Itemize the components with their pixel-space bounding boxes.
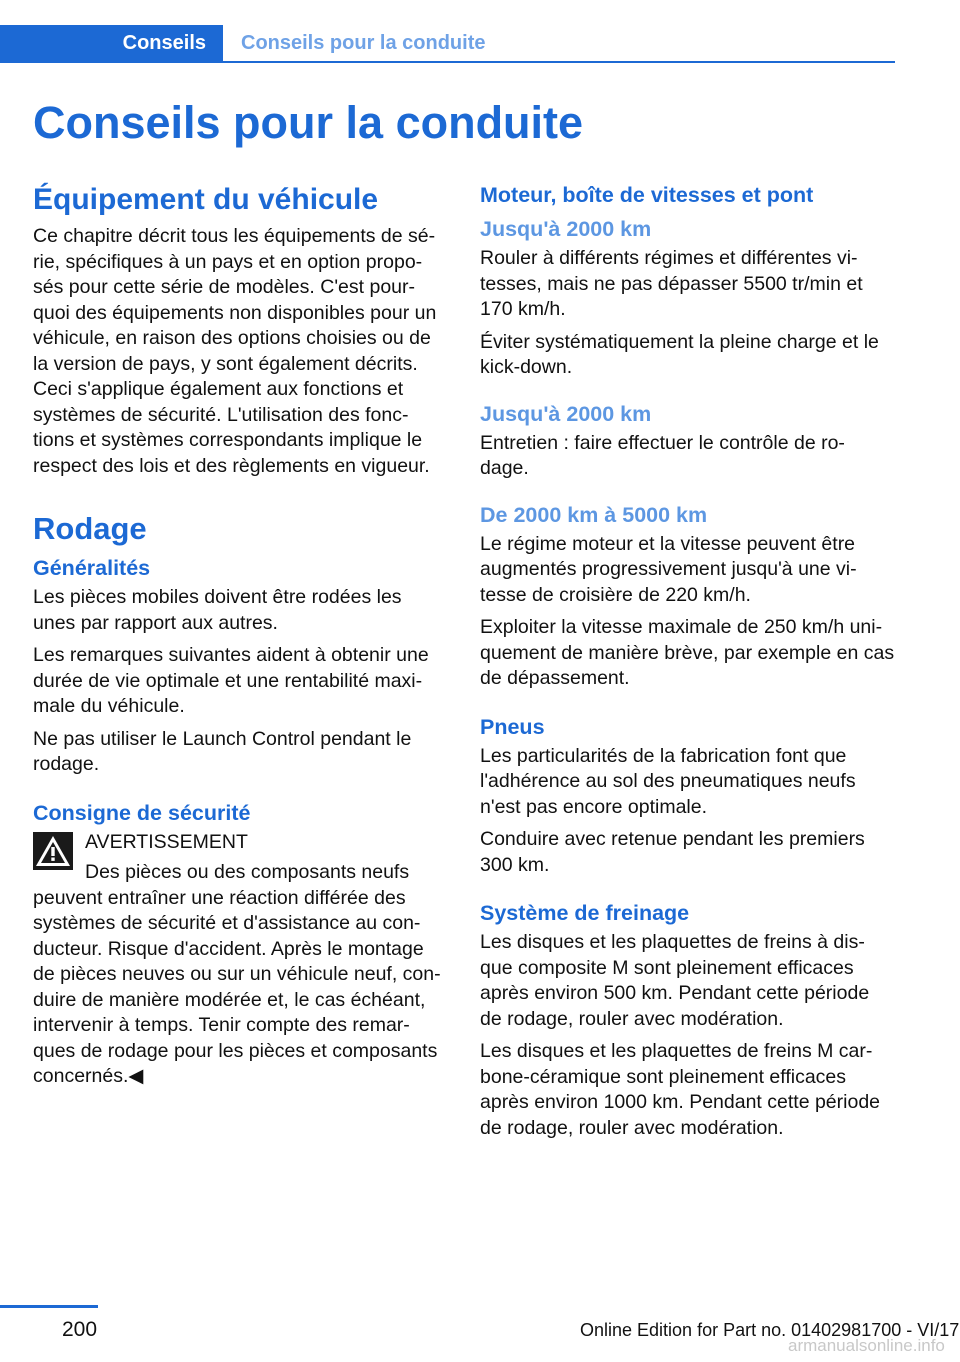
equipment-text: Ce chapitre décrit tous les équipements de sé‐ rie, spécifiques à un pays et en option propo‐ sés pour cette série de modèles. C'est pour‐ quoi des équipements non disponibles pour un véhicule, en raison des options choisies ou de la version de pays, y sont également décrits. Ceci s'applique également aux fonctions et systèmes de sécurité. L'utilisation des fonc‐ tions et systèmes correspondants implique le respect des lois et des règlements en vigueur. xyxy=(33,225,437,477)
rodage-heading: Rodage xyxy=(33,511,147,546)
generalites-heading: Généralités xyxy=(33,556,151,580)
sub1-paragraph-2: Éviter systématiquement la pleine charge et le kick-down. xyxy=(480,330,879,378)
watermark: armanualsonline.info xyxy=(788,1336,945,1355)
header-tabbar xyxy=(0,25,895,63)
equipment-heading: Équipement du véhicule xyxy=(33,183,379,216)
edition-text: Online Edition for Part no. 01402981700 - VI/17 xyxy=(580,1320,960,1340)
right-column xyxy=(480,180,895,1148)
brakes-paragraph-1: Les disques et les plaquettes de freins à dis‐ que composite M sont pleinement efficaces après environ 500 km. Pendant cette période de rodage, rouler avec modération. xyxy=(480,931,870,1030)
brakes-heading: Système de freinage xyxy=(480,901,690,925)
footer-rule xyxy=(0,1305,98,1308)
engine-heading: Moteur, boîte de vitesses et pont xyxy=(480,183,814,207)
sub1-heading: Jusqu'à 2000 km xyxy=(480,217,652,241)
brakes-paragraph-2: Les disques et les plaquettes de freins M car‐ bone-céramique sont pleinement efficaces après environ 1000 km. Pendant cette période de rodage, rouler avec modération. xyxy=(480,1040,881,1139)
left-column xyxy=(33,180,448,1097)
tires-paragraph-1: Les particularités de la fabrication font que l'adhérence au sol des pneumatiques neufs n'est pas encore optimale. xyxy=(480,744,856,818)
page-number: 200 xyxy=(62,1318,98,1341)
page-title: Conseils pour la conduite xyxy=(33,97,584,148)
sub3-paragraph-2: Exploiter la vitesse maximale de 250 km/h uni‐ quement de manière brève, par exemple en cas de dépassement. xyxy=(480,616,895,689)
tires-heading: Pneus xyxy=(480,714,545,739)
sub2-heading: Jusqu'à 2000 km xyxy=(480,401,652,426)
safety-heading: Consigne de sécurité xyxy=(33,800,251,825)
warning-block xyxy=(33,830,448,1090)
generalites-paragraph-2: Les remarques suivantes aident à obtenir une durée de vie optimale et une rentabilité maxi‐ male du véhicule. xyxy=(33,644,429,717)
generalites-paragraph-1: Les pièces mobiles doivent être rodées les unes par rapport aux autres. xyxy=(33,586,402,634)
warning-title: AVERTISSEMENT xyxy=(85,830,248,853)
sub3-heading: De 2000 km à 5000 km xyxy=(480,502,708,527)
sub3-paragraph-1: Le régime moteur et la vitesse peuvent être augmentés progressivement jusqu'à une vi‐ tesse de croisière de 220 km/h. xyxy=(480,532,857,606)
sub2-paragraph-1: Entretien : faire effectuer le contrôle de ro‐ dage. xyxy=(480,431,845,479)
warning-triangle-icon xyxy=(33,832,73,870)
warning-text: Des pièces ou des composants neufs peuvent entraîner une réaction différée des systèmes de sécurité et d'assistance au con‐ ducteur. Risque d'accident. Après le montage de pièces neuves ou sur un véhicule neuf, con‐ duire de manière modérée et, le cas échéant, intervenir à temps. Tenir compte des remar‐ ques de rodage pour les pièces et composants concernés.◀ xyxy=(33,861,441,1087)
tires-paragraph-2: Conduire avec retenue pendant les premiers 300 km. xyxy=(480,828,865,876)
tab-conseils[interactable]: Conseils xyxy=(0,25,223,61)
sub1-paragraph-1: Rouler à différents régimes et différentes vi‐ tesses, mais ne pas dépasser 5500 tr/min et 170 km/h. xyxy=(480,247,863,320)
generalites-paragraph-3: Ne pas utiliser le Launch Control pendant le rodage. xyxy=(33,727,412,775)
tab-conseils-conduite[interactable]: Conseils pour la conduite xyxy=(241,31,486,54)
